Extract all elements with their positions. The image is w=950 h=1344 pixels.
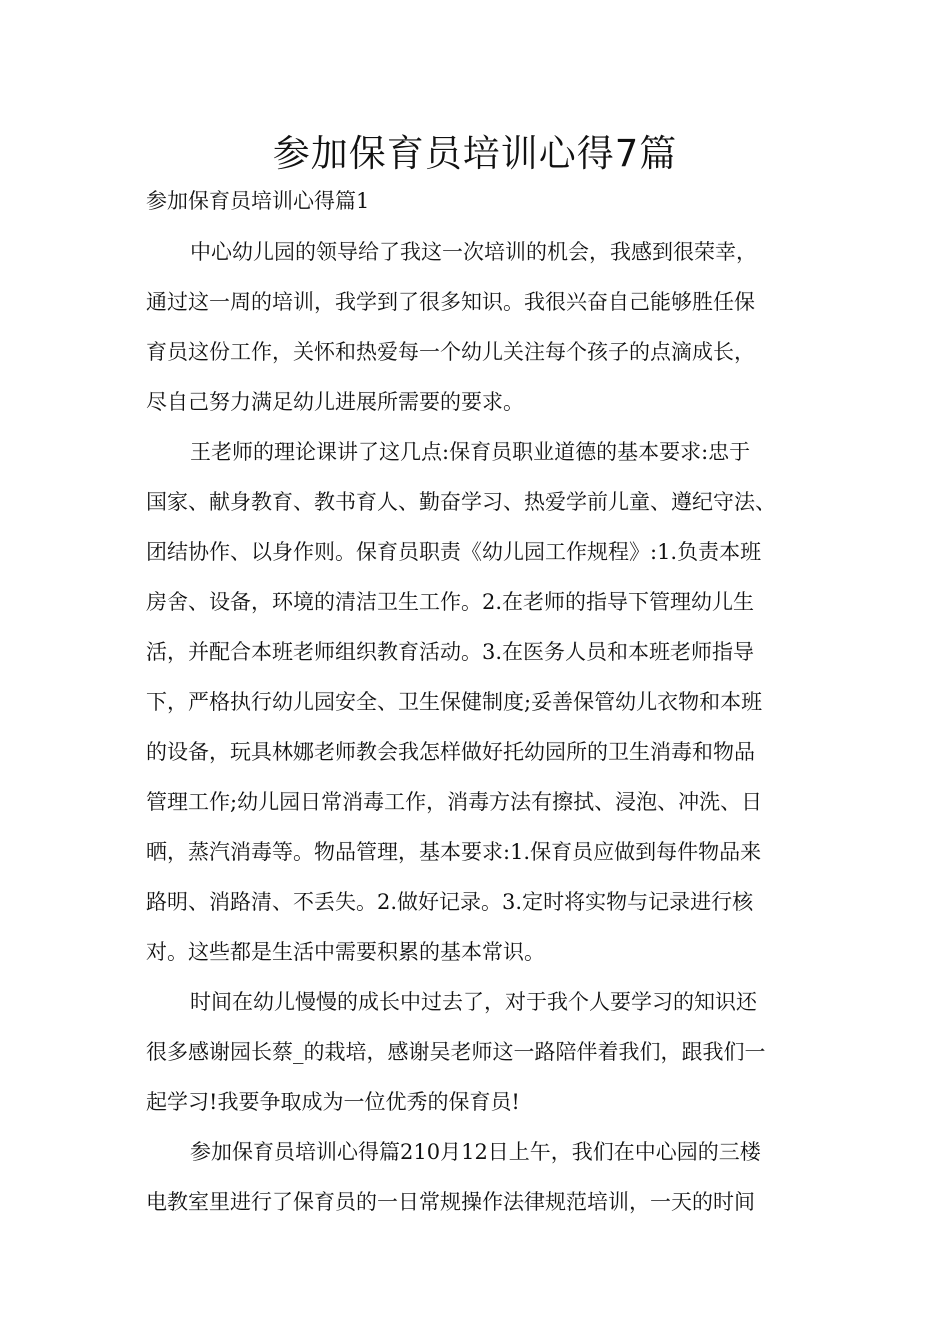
text-line: 王老师的理论课讲了这几点:保育员职业道德的基本要求:忠于 [190, 440, 751, 464]
text-line: 对。这些都是生活中需要积累的基本常识。 [146, 940, 545, 964]
text-line: 时间在幼儿慢慢的成长中过去了，对于我个人要学习的知识还 [190, 990, 757, 1014]
paragraph-2 [146, 427, 826, 977]
paragraph-1 [146, 227, 826, 427]
text-line: 通过这一周的培训，我学到了很多知识。我很兴奋自己能够胜任保 [146, 290, 755, 314]
text-line: 尽自己努力满足幼儿进展所需要的要求。 [146, 390, 524, 414]
text-line: 电教室里进行了保育员的一日常规操作法律规范培训，一天的时间 [146, 1190, 755, 1214]
text-line: 晒，蒸汽消毒等。物品管理，基本要求:1.保育员应做到每件物品来 [146, 840, 762, 864]
section-heading: 参加保育员培训心得篇1 [146, 189, 370, 213]
text-line: 国家、献身教育、教书育人、勤奋学习、热爱学前儿童、遵纪守法、 [146, 490, 776, 514]
paragraph-3 [146, 977, 826, 1127]
text-line: 管理工作;幼儿园日常消毒工作，消毒方法有擦拭、浸泡、冲洗、日 [146, 790, 763, 814]
text-line: 房舍、设备，环境的清洁卫生工作。2.在老师的指导下管理幼儿生 [146, 590, 755, 614]
text-line: 中心幼儿园的领导给了我这一次培训的机会，我感到很荣幸， [190, 240, 757, 264]
paragraph-4 [146, 1127, 826, 1227]
text-line: 的设备，玩具林娜老师教会我怎样做好托幼园所的卫生消毒和物品 [146, 740, 755, 764]
document-title: 参加保育员培训心得7篇 [272, 132, 678, 175]
text-line: 活，并配合本班老师组织教育活动。3.在医务人员和本班老师指导 [146, 640, 755, 664]
text-line: 参加保育员培训心得篇210月12日上午，我们在中心园的三楼 [190, 1140, 761, 1164]
document-body [146, 227, 826, 1227]
text-line: 下，严格执行幼儿园安全、卫生保健制度;妥善保管幼儿衣物和本班 [146, 690, 763, 714]
text-line: 育员这份工作，关怀和热爱每一个幼儿关注每个孩子的点滴成长， [146, 340, 755, 364]
text-line: 路明、消路清、不丢失。2.做好记录。3.定时将实物与记录进行核 [146, 890, 754, 914]
text-line: 很多感谢园长蔡_的栽培，感谢吴老师这一路陪伴着我们，跟我们一 [146, 1040, 766, 1064]
text-line: 团结协作、以身作则。保育员职责《幼儿园工作规程》:1.负责本班 [146, 540, 762, 564]
text-line: 起学习!我要争取成为一位优秀的保育员! [146, 1090, 520, 1114]
